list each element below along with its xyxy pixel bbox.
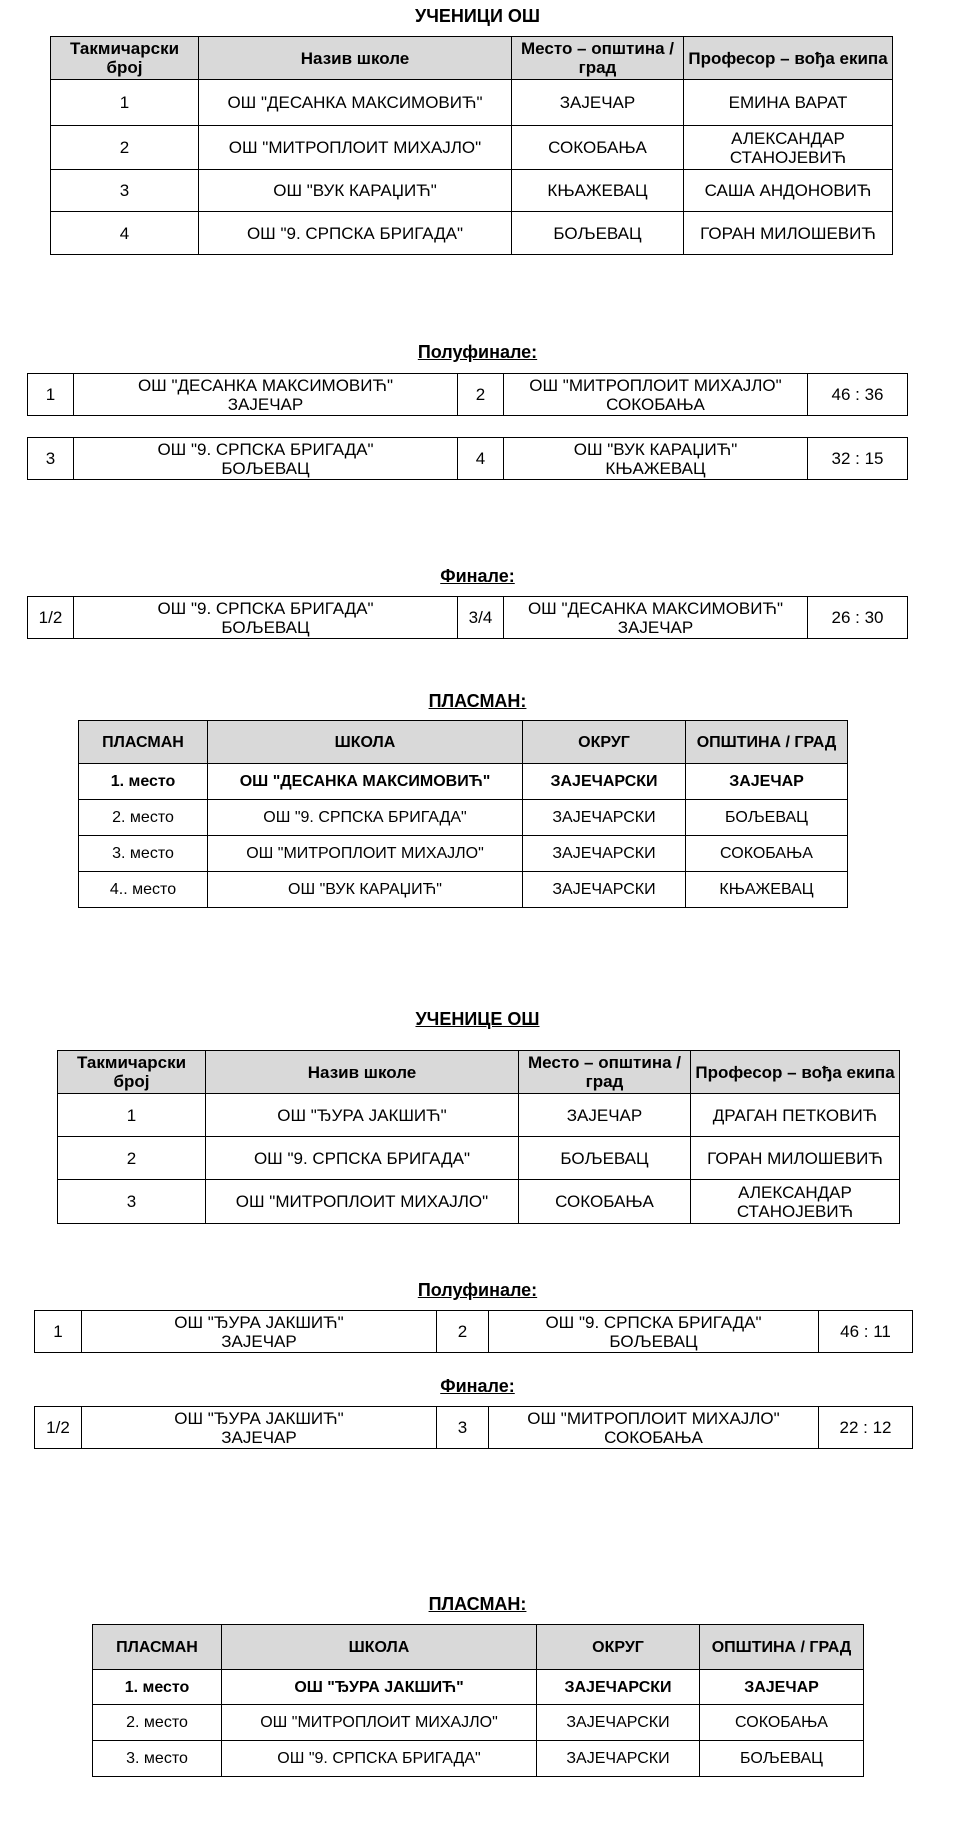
district: ЗАЈЕЧАРСКИ (523, 836, 686, 872)
coach: САША АНДОНОВИЋ (684, 170, 893, 212)
table-row (93, 1670, 864, 1705)
header-place: Место – општина / град (512, 37, 684, 80)
boys-title: УЧЕНИЦИ ОШ (415, 6, 540, 26)
team-a: ОШ "ЂУРА ЈАКШИЋ" ЗАЈЕЧАР (82, 1407, 437, 1449)
coach: АЛЕКСАНДАР СТАНОЈЕВИЋ (691, 1180, 900, 1224)
municipality: БОЉЕВАЦ (700, 1741, 864, 1777)
girls-semifinal (34, 1310, 913, 1353)
team-b: ОШ "ДЕСАНКА МАКСИМОВИЋ" ЗАЈЕЧАР (504, 597, 808, 639)
team-b: ОШ "ВУК КАРАЏИЋ" КЊАЖЕВАЦ (504, 438, 808, 480)
team-number: 3 (51, 170, 199, 212)
match-row (28, 438, 908, 480)
table-row (51, 80, 893, 126)
match-row (28, 374, 908, 416)
boys-placement-table (78, 720, 848, 908)
table-row (79, 872, 848, 908)
district: ЗАЈЕЧАРСКИ (537, 1705, 700, 1741)
municipality: СОКОБАЊА (686, 836, 848, 872)
place: 2. место (93, 1705, 222, 1741)
town: БОЉЕВАЦ (519, 1137, 691, 1180)
table-row (93, 1741, 864, 1777)
coach: ДРАГАН ПЕТКОВИЋ (691, 1094, 900, 1137)
boys-semifinal-2 (27, 437, 908, 480)
district: ЗАЈЕЧАРСКИ (537, 1741, 700, 1777)
team-number: 2 (58, 1137, 206, 1180)
header-municipality: ОПШТИНА / ГРАД (686, 721, 848, 764)
place: 1. место (93, 1670, 222, 1705)
team-b-number: 2 (437, 1311, 489, 1353)
header-coach: Професор – вођа екипа (684, 37, 893, 80)
boys-teams-table (50, 36, 893, 255)
header-placement: ПЛАСМАН (93, 1625, 222, 1670)
girls-title: УЧЕНИЦЕ ОШ (415, 1009, 540, 1029)
town: СОКОБАЊА (512, 126, 684, 170)
coach: ЕМИНА ВАРАТ (684, 80, 893, 126)
place: 4.. место (79, 872, 208, 908)
place: 2. место (79, 800, 208, 836)
municipality: БОЉЕВАЦ (686, 800, 848, 836)
town: ЗАЈЕЧАР (512, 80, 684, 126)
girls-placement-table (92, 1624, 864, 1777)
header-school: ШКОЛА (222, 1625, 537, 1670)
school-name: ОШ "МИТРОПЛОИТ МИХАЈЛО" (199, 126, 512, 170)
school-name: ОШ "ВУК КАРАЏИЋ" (199, 170, 512, 212)
table-header-row (58, 1051, 900, 1094)
team-b-number: 4 (458, 438, 504, 480)
table-header-row (79, 721, 848, 764)
school-name: ОШ "ВУК КАРАЏИЋ" (208, 872, 523, 908)
header-school: Назив школе (199, 37, 512, 80)
team-a: ОШ "9. СРПСКА БРИГАДА" БОЉЕВАЦ (74, 438, 458, 480)
school-name: ОШ "МИТРОПЛОИТ МИХАЈЛО" (206, 1180, 519, 1224)
table-row (51, 212, 893, 255)
place: 3. место (79, 836, 208, 872)
place: 3. место (93, 1741, 222, 1777)
header-number: Такмичарски број (58, 1051, 206, 1094)
municipality: КЊАЖЕВАЦ (686, 872, 848, 908)
team-a: ОШ "ДЕСАНКА МАКСИМОВИЋ" ЗАЈЕЧАР (74, 374, 458, 416)
team-b: ОШ "МИТРОПЛОИТ МИХАЈЛО" СОКОБАЊА (504, 374, 808, 416)
table-row (79, 800, 848, 836)
table-row (58, 1180, 900, 1224)
team-a: ОШ "9. СРПСКА БРИГАДА" БОЉЕВАЦ (74, 597, 458, 639)
school-name: ОШ "ЂУРА ЈАКШИЋ" (222, 1670, 537, 1705)
municipality: ЗАЈЕЧАР (700, 1670, 864, 1705)
header-placement: ПЛАСМАН (79, 721, 208, 764)
team-number: 3 (58, 1180, 206, 1224)
match-score: 46 : 36 (808, 374, 908, 416)
boys-final-title: Финале: (440, 566, 515, 586)
team-number: 4 (51, 212, 199, 255)
header-district: ОКРУГ (537, 1625, 700, 1670)
team-b: ОШ "МИТРОПЛОИТ МИХАЈЛО" СОКОБАЊА (489, 1407, 819, 1449)
school-name: ОШ "ЂУРА ЈАКШИЋ" (206, 1094, 519, 1137)
team-a-number: 1 (28, 374, 74, 416)
town: ЗАЈЕЧАР (519, 1094, 691, 1137)
table-row (79, 764, 848, 800)
boys-final (27, 596, 908, 639)
girls-teams-table (57, 1050, 900, 1224)
boys-placement-title: ПЛАСМАН: (428, 691, 527, 711)
municipality: СОКОБАЊА (700, 1705, 864, 1741)
match-row (35, 1311, 913, 1353)
school-name: ОШ "9. СРПСКА БРИГАДА" (206, 1137, 519, 1180)
header-number: Такмичарски број (51, 37, 199, 80)
school-name: ОШ "ДЕСАНКА МАКСИМОВИЋ" (199, 80, 512, 126)
place: 1. место (79, 764, 208, 800)
girls-final (34, 1406, 913, 1449)
school-name: ОШ "9. СРПСКА БРИГАДА" (208, 800, 523, 836)
girls-semifinal-title: Полуфинале: (417, 1280, 538, 1300)
table-row (51, 126, 893, 170)
table-header-row (51, 37, 893, 80)
team-number: 1 (58, 1094, 206, 1137)
match-score: 32 : 15 (808, 438, 908, 480)
town: БОЉЕВАЦ (512, 212, 684, 255)
girls-placement-title: ПЛАСМАН: (428, 1594, 527, 1614)
school-name: ОШ "МИТРОПЛОИТ МИХАЈЛО" (222, 1705, 537, 1741)
team-a-number: 3 (28, 438, 74, 480)
header-place: Место – општина / град (519, 1051, 691, 1094)
town: КЊАЖЕВАЦ (512, 170, 684, 212)
team-b-number: 2 (458, 374, 504, 416)
team-number: 1 (51, 80, 199, 126)
team-a-number: 1 (35, 1311, 82, 1353)
match-row (28, 597, 908, 639)
school-name: ОШ "ДЕСАНКА МАКСИМОВИЋ" (208, 764, 523, 800)
team-b-number: 3/4 (458, 597, 504, 639)
coach: ГОРАН МИЛОШЕВИЋ (684, 212, 893, 255)
boys-semifinal-1 (27, 373, 908, 416)
match-score: 46 : 11 (819, 1311, 913, 1353)
match-score: 22 : 12 (819, 1407, 913, 1449)
girls-final-title: Финале: (440, 1376, 515, 1396)
match-row (35, 1407, 913, 1449)
district: ЗАЈЕЧАРСКИ (523, 764, 686, 800)
team-a: ОШ "ЂУРА ЈАКШИЋ" ЗАЈЕЧАР (82, 1311, 437, 1353)
header-school: Назив школе (206, 1051, 519, 1094)
town: СОКОБАЊА (519, 1180, 691, 1224)
team-a-number: 1/2 (35, 1407, 82, 1449)
school-name: ОШ "МИТРОПЛОИТ МИХАЈЛО" (208, 836, 523, 872)
table-row (79, 836, 848, 872)
table-header-row (93, 1625, 864, 1670)
header-coach: Професор – вођа екипа (691, 1051, 900, 1094)
table-row (93, 1705, 864, 1741)
table-row (51, 170, 893, 212)
team-b-number: 3 (437, 1407, 489, 1449)
header-municipality: ОПШТИНА / ГРАД (700, 1625, 864, 1670)
team-number: 2 (51, 126, 199, 170)
table-row (58, 1094, 900, 1137)
boys-semifinal-title: Полуфинале: (417, 342, 538, 362)
team-b: ОШ "9. СРПСКА БРИГАДА" БОЉЕВАЦ (489, 1311, 819, 1353)
header-school: ШКОЛА (208, 721, 523, 764)
school-name: ОШ "9. СРПСКА БРИГАДА" (199, 212, 512, 255)
municipality: ЗАЈЕЧАР (686, 764, 848, 800)
table-row (58, 1137, 900, 1180)
district: ЗАЈЕЧАРСКИ (523, 800, 686, 836)
match-score: 26 : 30 (808, 597, 908, 639)
district: ЗАЈЕЧАРСКИ (523, 872, 686, 908)
header-district: ОКРУГ (523, 721, 686, 764)
school-name: ОШ "9. СРПСКА БРИГАДА" (222, 1741, 537, 1777)
coach: АЛЕКСАНДАР СТАНОЈЕВИЋ (684, 126, 893, 170)
district: ЗАЈЕЧАРСКИ (537, 1670, 700, 1705)
coach: ГОРАН МИЛОШЕВИЋ (691, 1137, 900, 1180)
team-a-number: 1/2 (28, 597, 74, 639)
